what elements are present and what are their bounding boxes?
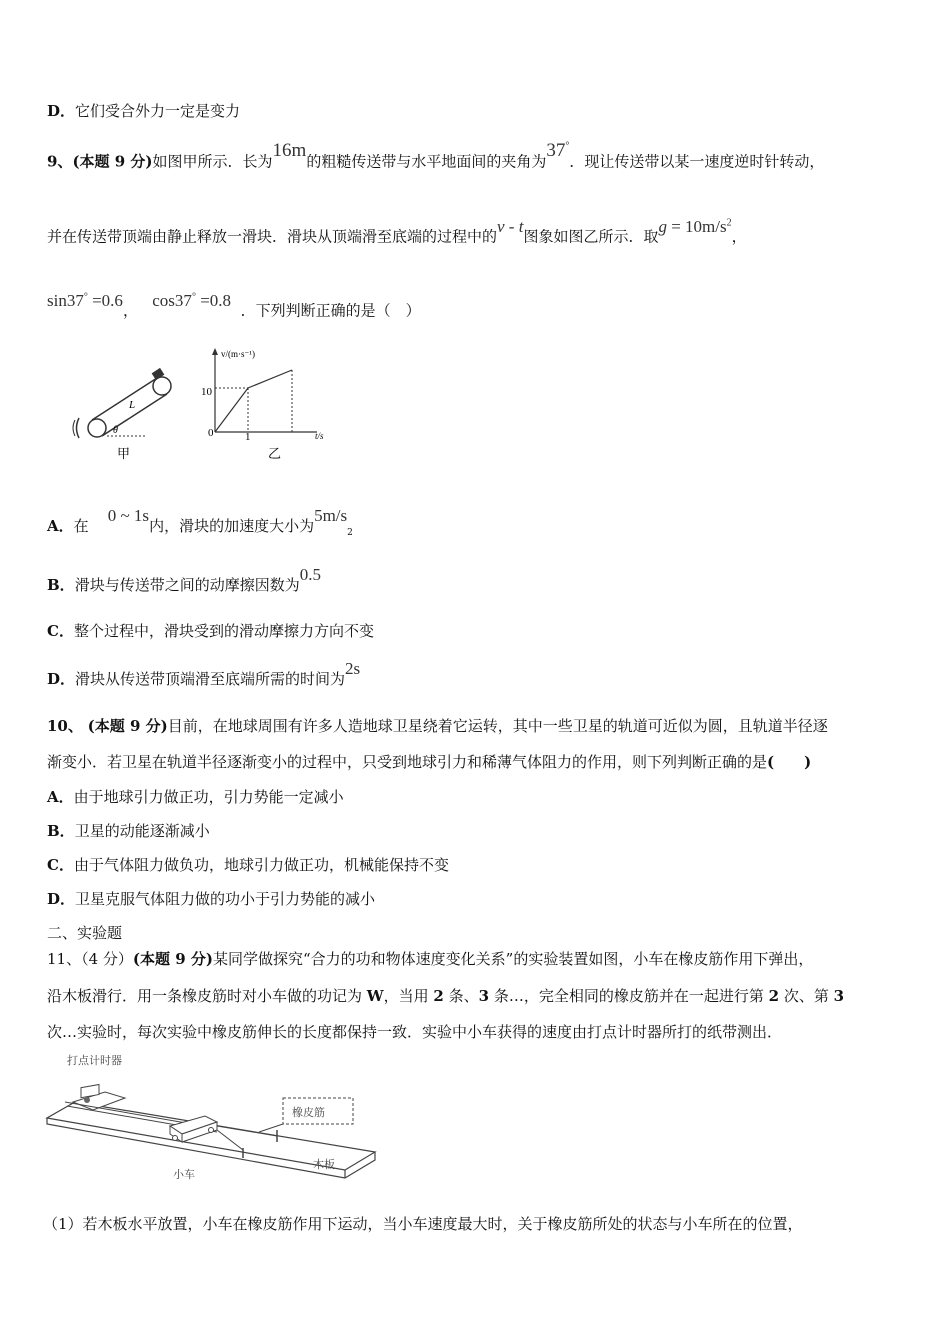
q9-length: 16m — [272, 140, 307, 162]
board-label: 木板 — [313, 1159, 335, 1171]
q10-option-d: D．卫星克服气体阻力做的功小于引力势能的减小 — [47, 890, 376, 908]
rubber-band-label: 橡皮筋 — [292, 1107, 325, 1119]
q9-cos: cos37° =0.8 — [152, 290, 232, 310]
q10-line-2: 渐变小．若卫星在轨道半径逐渐变小的过程中，只受到地球引力和稀薄气体阻力的作用，则下列判断正确的是( ) — [47, 753, 812, 771]
q9-option-a: A．在 0 ~ 1s内，滑块的加速度大小为$5m/s_2$ — [47, 506, 353, 538]
q9-sin: sin37° =0.6 — [47, 290, 123, 310]
figure-jia-label: 甲 — [117, 446, 131, 461]
q9-angle: 37° — [546, 140, 570, 162]
q11-line-3: 次…实验时，每次实验中橡皮筋伸长的长度都保持一致．实验中小车获得的速度由打点计时器所打的纸带测出． — [47, 1023, 783, 1041]
vt-origin: 0 — [208, 427, 214, 439]
conveyor-length-label: L — [129, 399, 136, 411]
vt-vaxis-label: v/(m·s⁻¹) — [221, 349, 255, 359]
conveyor-diagram — [73, 368, 171, 461]
vt-tick-10: 10 — [201, 386, 212, 398]
q11-sub-1: （1）若木板水平放置，小车在橡皮筋作用下运动，当小车速度最大时，关于橡皮筋所处的状态与小车所在的位置， — [43, 1215, 803, 1233]
q9-line-2: 并在传送带顶端由静止释放一滑块．滑块从顶端滑至底端的过程中的v - t图象如图乙所示．取$g = 10m/s^2$， — [47, 216, 747, 246]
conveyor-angle-label: θ — [113, 425, 118, 436]
prev-option-d: D．它们受合外力一定是变力 — [47, 102, 241, 120]
q11-line-2: 沿木板滑行．用一条橡皮筋时对小车做的功记为 W，当用 2 条、3 条…，完全相同的橡皮筋并在一起进行第 2 次、第 3 — [47, 987, 845, 1005]
figure-yi-label: 乙 — [268, 446, 282, 461]
q9-option-c: C．整个过程中，滑块受到的滑动摩擦力方向不变 — [47, 622, 374, 640]
vt-taxis-label: t/s — [315, 431, 324, 441]
q9-g-value: $g = 10m/s^2$ — [658, 216, 732, 236]
timer-label: 打点计时器 — [67, 1055, 122, 1067]
q9-option-b: B．滑块与传送带之间的动摩擦因数为0.5 — [47, 565, 321, 594]
vt-line — [215, 370, 292, 432]
q9-line-1: 9、(本题 9 分)如图甲所示．长为16m的粗糙传送带与水平地面间的夹角为37°．现让传送带以某一速度逆时针转动， — [47, 140, 825, 171]
q11-figure — [45, 1050, 385, 1192]
q11-line-1: 11、（4 分）(本题 9 分)某同学做探究“合力的功和物体速度变化关系”的实验装置如图，小车在橡皮筋作用下弹出， — [47, 950, 814, 968]
vt-graph — [201, 348, 324, 461]
q10-option-a: A．由于地球引力做正功，引力势能一定减小 — [47, 788, 344, 806]
q10-option-c: C．由于气体阻力做负功，地球引力做正功，机械能保持不变 — [47, 856, 449, 874]
q10-option-b: B．卫星的动能逐渐减小 — [47, 822, 210, 840]
q10-line-1: 10、 (本题 9 分)目前，在地球周围有许多人造地球卫星绕着它运转，其中一些卫星的轨道可近似为圆，且轨道半径逐 — [47, 717, 828, 735]
q9-line-3: sin37° =0.6， cos37° =0.8 ．下列判断正确的是（ ） — [47, 290, 421, 320]
q9-figure — [65, 340, 345, 465]
vt-tick-1: 1 — [245, 431, 251, 443]
section-heading: 二、实验题 — [47, 924, 123, 942]
q9-option-d: D．滑块从传送带顶端滑至底端所需的时间为2s — [47, 659, 361, 688]
cart-label: 小车 — [173, 1169, 195, 1181]
